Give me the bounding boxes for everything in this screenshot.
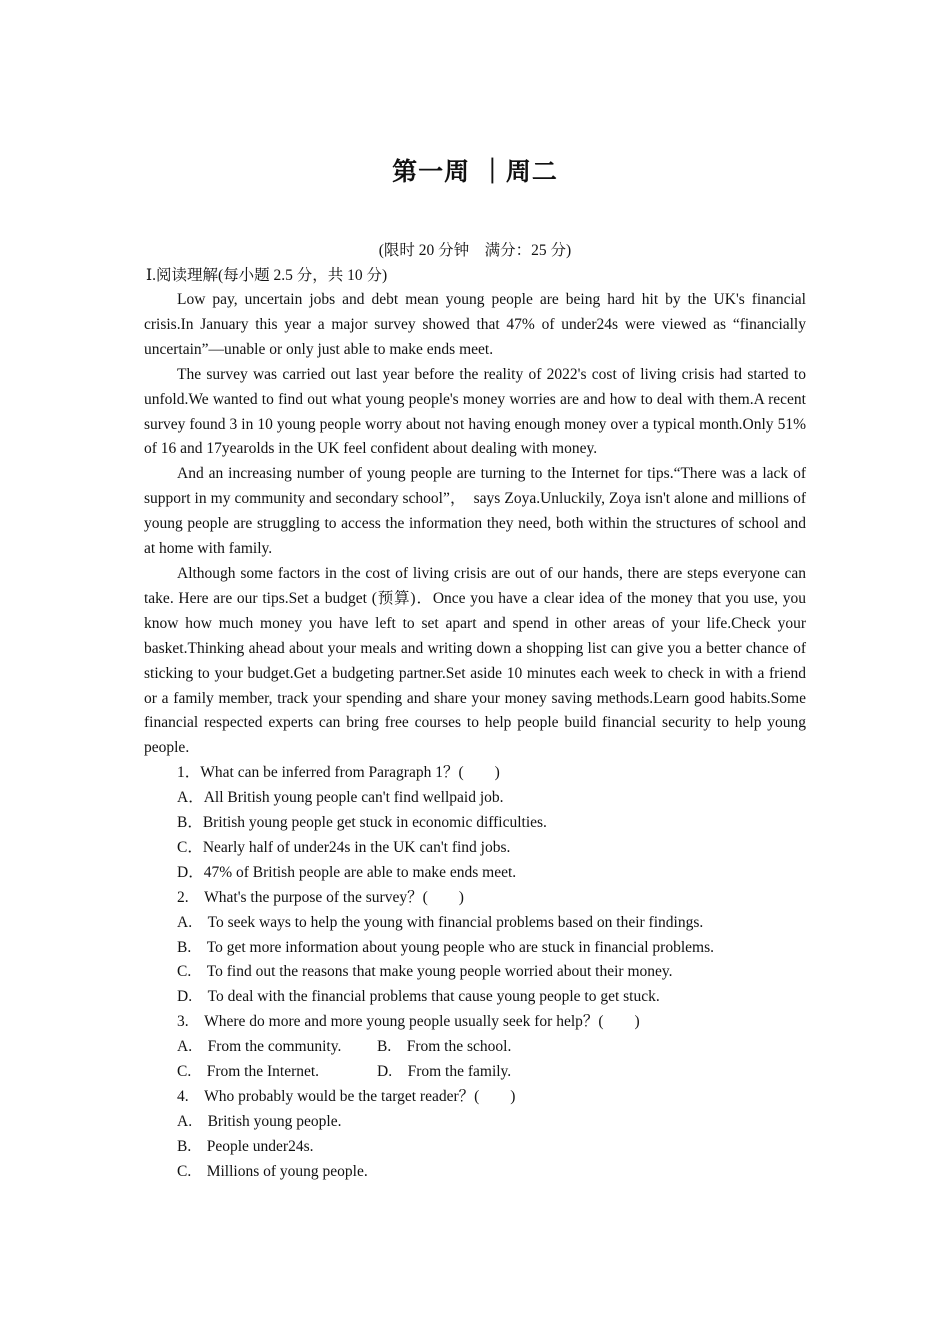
passage-paragraph: Although some factors in the cost of living crisis are out of our hands, there are steps everyone can take. Here are our tips.Set a budget (预算)．Once you have a clear idea of the money that you use, you know how much money you have left to set apart and spend in other areas of your life.Check your basket.Thinking ahead about your meals and writing down a shopping list can give you a better chance of sticking to your budget.Get a budgeting partner.Set aside 10 minutes each week to check in with a friend or a family member, track your spending and share your money saving methods.Learn good habits.Some financial respected experts can bring free courses to help people build financial security to help young people. <box>144 564 806 757</box>
question-4-option-b: B. People under24s. <box>177 1137 314 1155</box>
question-1-option-d: D．47% of British people are able to make ends meet. <box>177 863 517 881</box>
question-2-option-b: B. To get more information about young people who are stuck in financial problems. <box>177 938 714 956</box>
question-4-option-a: A. British young people. <box>177 1112 342 1130</box>
question-3-option-a: A. From the community. <box>177 1038 342 1056</box>
passage-body <box>144 288 806 1185</box>
time-limit-note: (限时 20 分钟 满分：25 分) <box>378 242 572 259</box>
question-3-options-row-1 <box>144 1035 806 1060</box>
passage-paragraph: Low pay, uncertain jobs and debt mean young people are being hard hit by the UK's financial crisis.In January this year a major survey showed that 47% of under24s were viewed as “financially uncertain”—unable or only just able to make ends meet. <box>144 291 806 358</box>
question-3-options-row-2 <box>144 1060 806 1085</box>
question-2-option-a: A. To seek ways to help the young with financial problems based on their findings. <box>177 913 704 931</box>
question-1: 1．What can be inferred from Paragraph 1？( ) <box>177 764 500 782</box>
question-1-option-a: A．All British young people can't find wellpaid job. <box>177 789 504 807</box>
question-3-option-d: D. From the family. <box>377 1063 512 1081</box>
question-3: 3. Where do more and more young people usually seek for help？( ) <box>177 1013 640 1031</box>
section-heading: Ⅰ.阅读理解(每小题 2.5 分，共 10 分) <box>146 267 388 284</box>
question-1-option-b: B．British young people get stuck in economic difficulties. <box>177 814 547 832</box>
passage-paragraph: The survey was carried out last year before the reality of 2022's cost of living crisis had started to unfold.We wanted to find out what young people's money worries are and how to deal with them.A recent survey found 3 in 10 young people worry about not having enough money over a typical month.Only 51% of 16 and 17yearolds in the UK feel confident about dealing with money. <box>144 365 806 458</box>
page-title: 第一周 ｜周二 <box>392 157 558 186</box>
question-2: 2. What's the purpose of the survey？( ) <box>177 888 464 906</box>
question-4: 4. Who probably would be the target reader？( ) <box>177 1088 516 1105</box>
passage-paragraph: And an increasing number of young people are turning to the Internet for tips.“There was a lack of support in my community and secondary school”， says Zoya.Unluckily, Zoya isn't alone and millions of young people are struggling to access the information they need, both within the structures of school and at home with family. <box>144 465 806 558</box>
question-2-option-c: C. To find out the reasons that make young people worried about their money. <box>177 963 673 981</box>
question-4-option-c: C. Millions of young people. <box>177 1162 368 1180</box>
question-2-option-d: D. To deal with the financial problems that cause young people to get stuck. <box>177 988 660 1006</box>
question-3-option-b: B. From the school. <box>377 1038 512 1056</box>
question-3-option-c: C. From the Internet. <box>177 1063 320 1081</box>
question-1-option-c: C．Nearly half of under24s in the UK can't find jobs. <box>177 838 511 856</box>
